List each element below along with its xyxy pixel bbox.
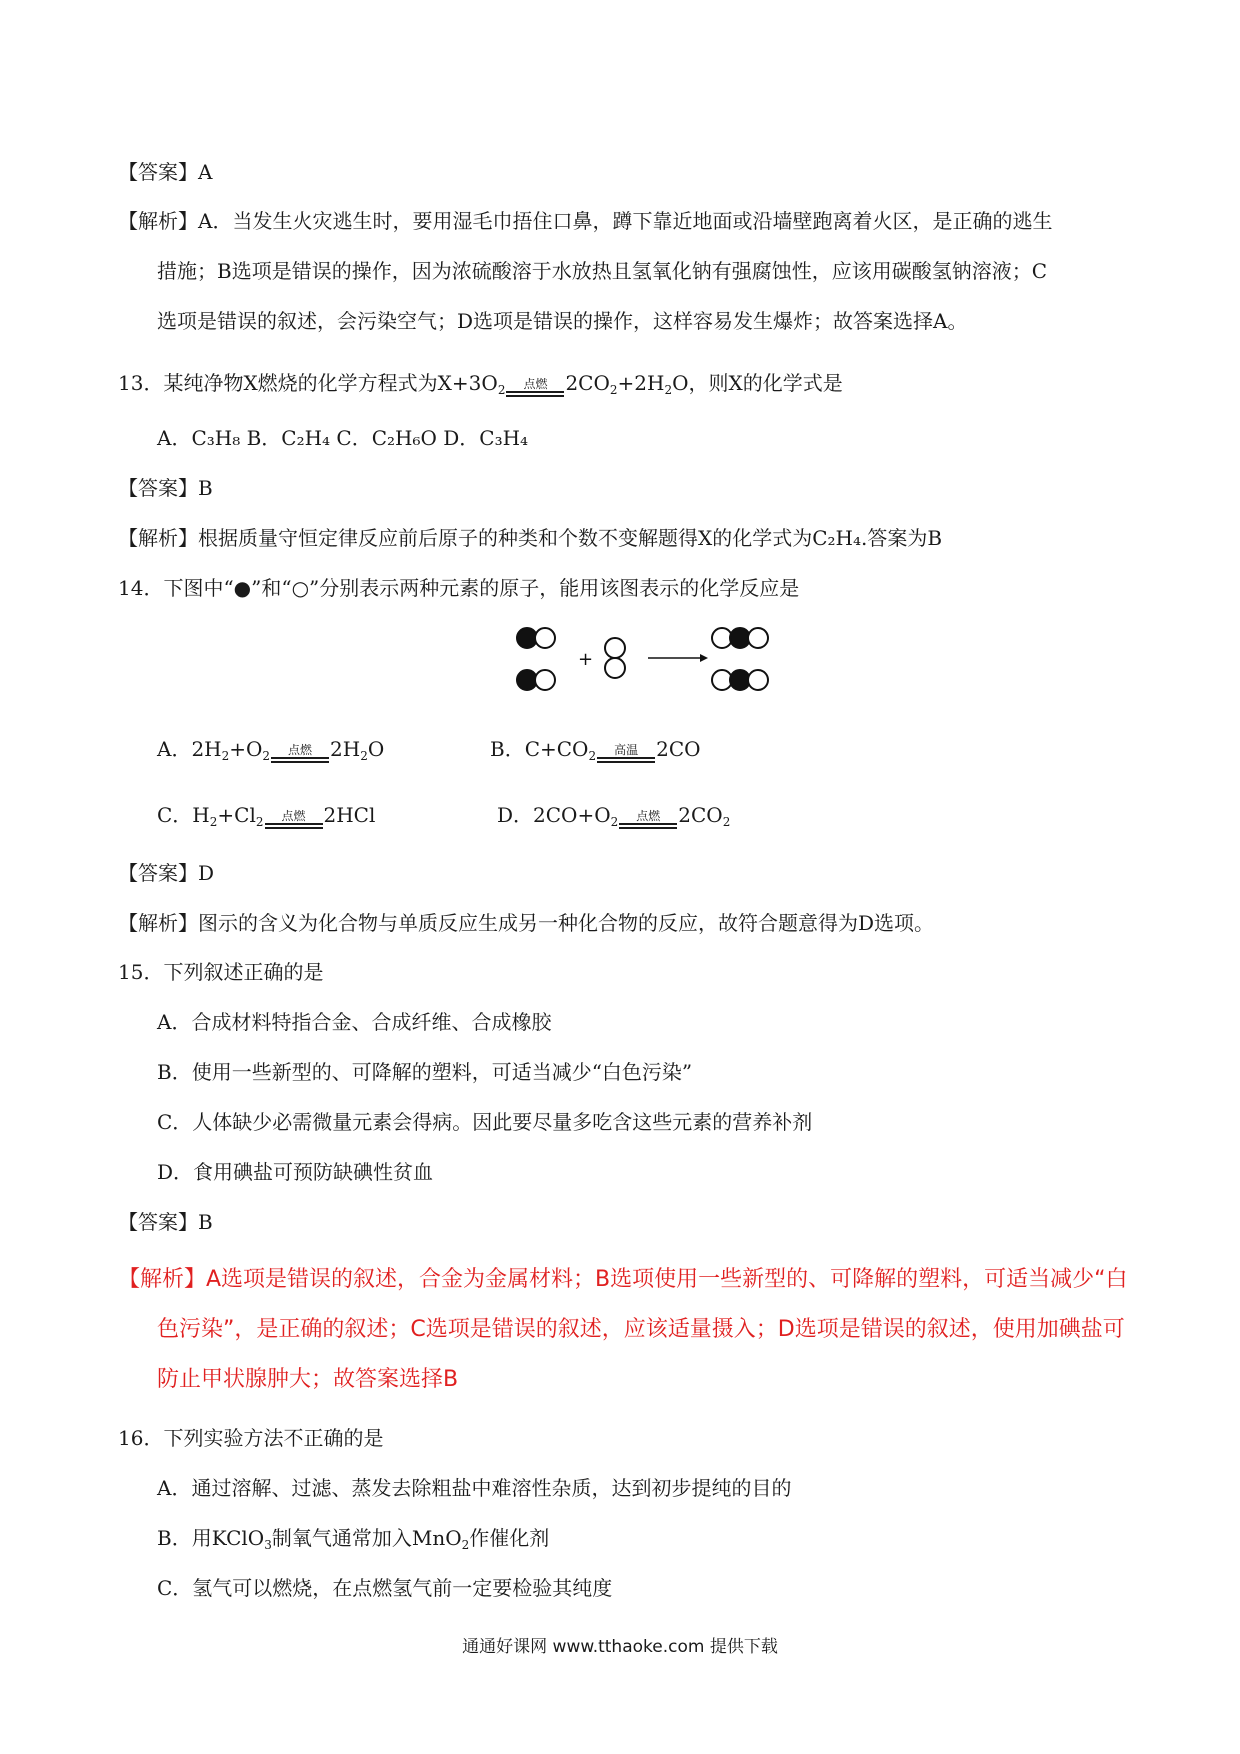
q14-option-a: A．$2H_2+O_2$ 点燃 $2H_2O$ [157,737,385,763]
q13-options: A．C₃H₈ B．C₂H₄ C．C₂H₆O D．C₃H₄ [157,426,529,450]
molecule-diagram [500,620,800,700]
q14-stem: 14．下图中“●”和“○”分别表示两种元素的原子，能用该图表示的化学反应是 [118,576,800,600]
q14-analysis: 【解析】图示的含义为化合物与单质反应生成另一种化合物的反应，故符合题意得为D选项。 [118,911,935,935]
q12-answer: 【答案】A [118,160,213,184]
reaction-arrow [506,377,564,397]
q15-option-c: C．人体缺少必需微量元素会得病。因此要尽量多吃含这些元素的营养补剂 [157,1110,813,1134]
q13-stem-post: O，则X的化学式是 [672,371,843,395]
q13-stem-pre: 13．某纯净物X燃烧的化学方程式为X+3O [118,371,498,395]
q12-analysis-line-1: 【解析】A．当发生火灾逃生时，要用湿毛巾捂住口鼻，蹲下靠近地面或沿墙壁跑离着火区，是正确的逃生 [118,209,1053,233]
q15-analysis-line-2: 色污染”，是正确的叙述；C选项是错误的叙述，应该适量摄入；D选项是错误的叙述，使用加碘盐可 [157,1317,1125,1342]
q15-option-b: B．使用一些新型的、可降解的塑料，可适当减少“白色污染” [157,1060,693,1084]
q12-analysis-line-3: 选项是错误的叙述，会污染空气；D选项是错误的操作，这样容易发生爆炸；故答案选择A。 [157,309,968,333]
q16-option-c: C．氢气可以燃烧，在点燃氢气前一定要检验其纯度 [157,1576,613,1600]
q15-option-d: D．食用碘盐可预防缺碘性贫血 [157,1160,434,1184]
q16-option-a: A．通过溶解、过滤、蒸发去除粗盐中难溶性杂质，达到初步提纯的目的 [157,1476,792,1500]
q13-stem-mid: 2CO [565,371,610,395]
q16-option-b: B．用KClO$_3$制氧气通常加入MnO$_2$作催化剂 [157,1526,550,1552]
q15-stem: 15．下列叙述正确的是 [118,960,324,984]
q13-stem-mid2: +2H [617,371,665,395]
q13-answer: 【答案】B [118,476,213,500]
q14-option-d: D．$2CO+O_2$ 点燃 $2CO_2$ [497,803,731,829]
q14-answer: 【答案】D [118,861,215,885]
q15-analysis-line-1: 【解析】A选项是错误的叙述，合金为金属材料；B选项使用一些新型的、可降解的塑料，可适当减少“白 [118,1267,1128,1292]
svg-text:+: + [578,649,594,670]
q13-analysis: 【解析】根据质量守恒定律反应前后原子的种类和个数不变解题得X的化学式为C₂H₄.答案为B [118,526,943,550]
q15-answer: 【答案】B [118,1210,213,1234]
q15-analysis-line-3: 防止甲状腺肿大；故答案选择B [157,1367,459,1392]
q14-option-b: B．$C+CO_2$ 高温 2CO [490,737,701,763]
q14-option-c: C．$H_2+Cl_2$ 点燃 2HCl [157,803,376,829]
q12-analysis-line-2: 措施；B选项是错误的操作，因为浓硫酸溶于水放热且氢氧化钠有强腐蚀性，应该用碳酸氢钠溶液；C [157,259,1047,283]
reaction-condition: 点燃 [523,377,548,391]
q16-stem: 16．下列实验方法不正确的是 [118,1426,384,1450]
q15-option-a: A．合成材料特指合金、合成纤维、合成橡胶 [157,1010,552,1034]
page-footer: 通通好课网 www.tthaoke.com 提供下载 [462,1637,778,1657]
q13-stem: 13．某纯净物X燃烧的化学方程式为$X+3O_2$ 点燃 $2CO_2+2H_2O$，则X的化学式是 [118,371,843,397]
